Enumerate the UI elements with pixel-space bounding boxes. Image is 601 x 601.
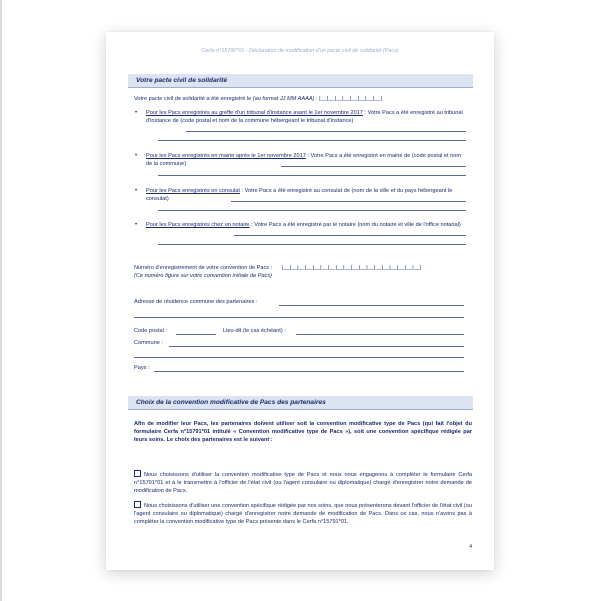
option-type-convention (134, 470, 472, 495)
option-text: Nous choisissons d'utiliser une convention spécifique rédigée par nos soins, que nous présenterons devant l'officier de l'état civil (ou l'agent consulaire ou diplomatique) chargé d'enregistrer notre demande de modification de Pacs. Dans ce cas, nous n'avons pas à compléter la convention modificative type de Pacs présente dans le Cerfa n°15791*01. (134, 503, 472, 526)
registration-number-line (134, 264, 469, 272)
bullet-notaire (135, 221, 466, 229)
date-label: Votre pacte civil de solidarité a été enregistré le (134, 96, 252, 102)
section-title-pacte (128, 74, 473, 88)
pays-label: Pays : (134, 365, 150, 371)
reg-input-boxes[interactable]: |__|__|__|__|__|__|__|__|__|__|__|__|__|__|__|__|__|__| (281, 265, 422, 271)
bullet-text: : Votre Pacs a été enregistré par le notaire (nom du notaire et ville de l'office notarial) (249, 222, 461, 228)
address-label: Adresse de résidence commune des partenaires : (134, 299, 258, 305)
answer-line[interactable] (234, 235, 466, 236)
commune-field[interactable] (169, 346, 464, 347)
lieu-label: Lieu-dit (le cas échéant) : (223, 328, 286, 334)
lieu-field[interactable] (296, 334, 464, 335)
page-header: Cerfa n°15790*01 - Déclaration de modification d'un pacte civil de solidarité (Pacs) (201, 48, 399, 54)
option-specific-convention (134, 501, 472, 526)
page-number: 4 (469, 544, 472, 550)
bullet-lead: Pour les Pacs enregistrés chez un notaire (146, 222, 250, 228)
document-page (106, 32, 494, 570)
bullet-tribunal (135, 109, 466, 125)
bullet-lead: Pour les Pacs enregistrés en consulat (146, 188, 240, 194)
commune-field-2[interactable] (134, 357, 464, 358)
bullet-icon: • (135, 222, 138, 228)
bullet-icon: • (135, 153, 138, 159)
bullet-lead: Pour les Pacs enregistrés en mairie après le 1er novembre 2017 (146, 153, 306, 159)
reg-label: Numéro d'enregistrement de votre convention de Pacs : (134, 265, 273, 271)
checkbox-specific-convention[interactable] (134, 501, 141, 508)
commune-label: Commune : (134, 340, 163, 346)
bullet-text: : Votre Pacs a été enregistré en mairie de (code postal et nom de la commune) (146, 153, 461, 168)
section-title-text: Choix de la convention modificative de Pacs des partenaires (136, 399, 326, 406)
registration-date-line (134, 95, 474, 103)
answer-line[interactable] (158, 175, 466, 176)
answer-line[interactable] (231, 201, 466, 202)
answer-line[interactable] (281, 166, 466, 167)
postal-field[interactable] (176, 334, 216, 335)
bullet-lead: Pour les Pacs enregistrés au greffe d'un tribunal d'instance avant le 1er novembre 2017 (146, 110, 363, 116)
left-edge-line (0, 0, 2, 601)
section-title-convention (128, 396, 473, 410)
postal-label: Code postal : (134, 328, 167, 334)
bullet-icon: • (135, 188, 138, 194)
bullet-text: : Votre Pacs a été enregistré au consulat de (nom de la ville et du pays hébergeant le consulat) (146, 188, 453, 203)
bullet-text: : Votre Pacs a été enregistré au tribunal d'instance de (code postal et nom de la commune hébergeant le tribunal d'instance) (146, 110, 463, 125)
answer-line[interactable] (158, 244, 466, 245)
section-title-text: Votre pacte civil de solidarité (136, 77, 228, 84)
option-text: Nous choisissons d'utiliser la convention modificative type de Pacs et nous nous engageons à compléter le formulaire Cerfa n°15791*01 et à le transmettre à l'officier de l'état civil (ou l'agent consulaire ou diplomatique) chargé d'enregistrer notre demande de modification de Pacs. (134, 472, 472, 495)
answer-line[interactable] (158, 210, 466, 211)
address-field-2[interactable] (134, 317, 464, 318)
date-format: (au format JJ MM AAAA) (252, 96, 315, 102)
answer-line[interactable] (158, 140, 466, 141)
date-input-boxes[interactable]: : |__|__|__|__|__|__|__|__| (316, 96, 382, 102)
reg-note: (Ce numéro figure sur votre convention initiale de Pacs) (134, 273, 273, 279)
bullet-icon: • (135, 110, 138, 116)
address-field[interactable] (279, 305, 464, 306)
section2-intro: Afin de modifier leur Pacs, les partenaires doivent utiliser soit la convention modificative type de Pacs (qui fait l'objet du formulaire Cerfa n°15791*01 intitulé « Convention modificative type de Pacs »), soit une convention spécifique rédigée par leurs soins. Le choix des partenaires est le suivant : (134, 421, 472, 444)
pays-field[interactable] (154, 371, 464, 372)
checkbox-type-convention[interactable] (134, 470, 141, 477)
answer-line[interactable] (186, 131, 466, 132)
